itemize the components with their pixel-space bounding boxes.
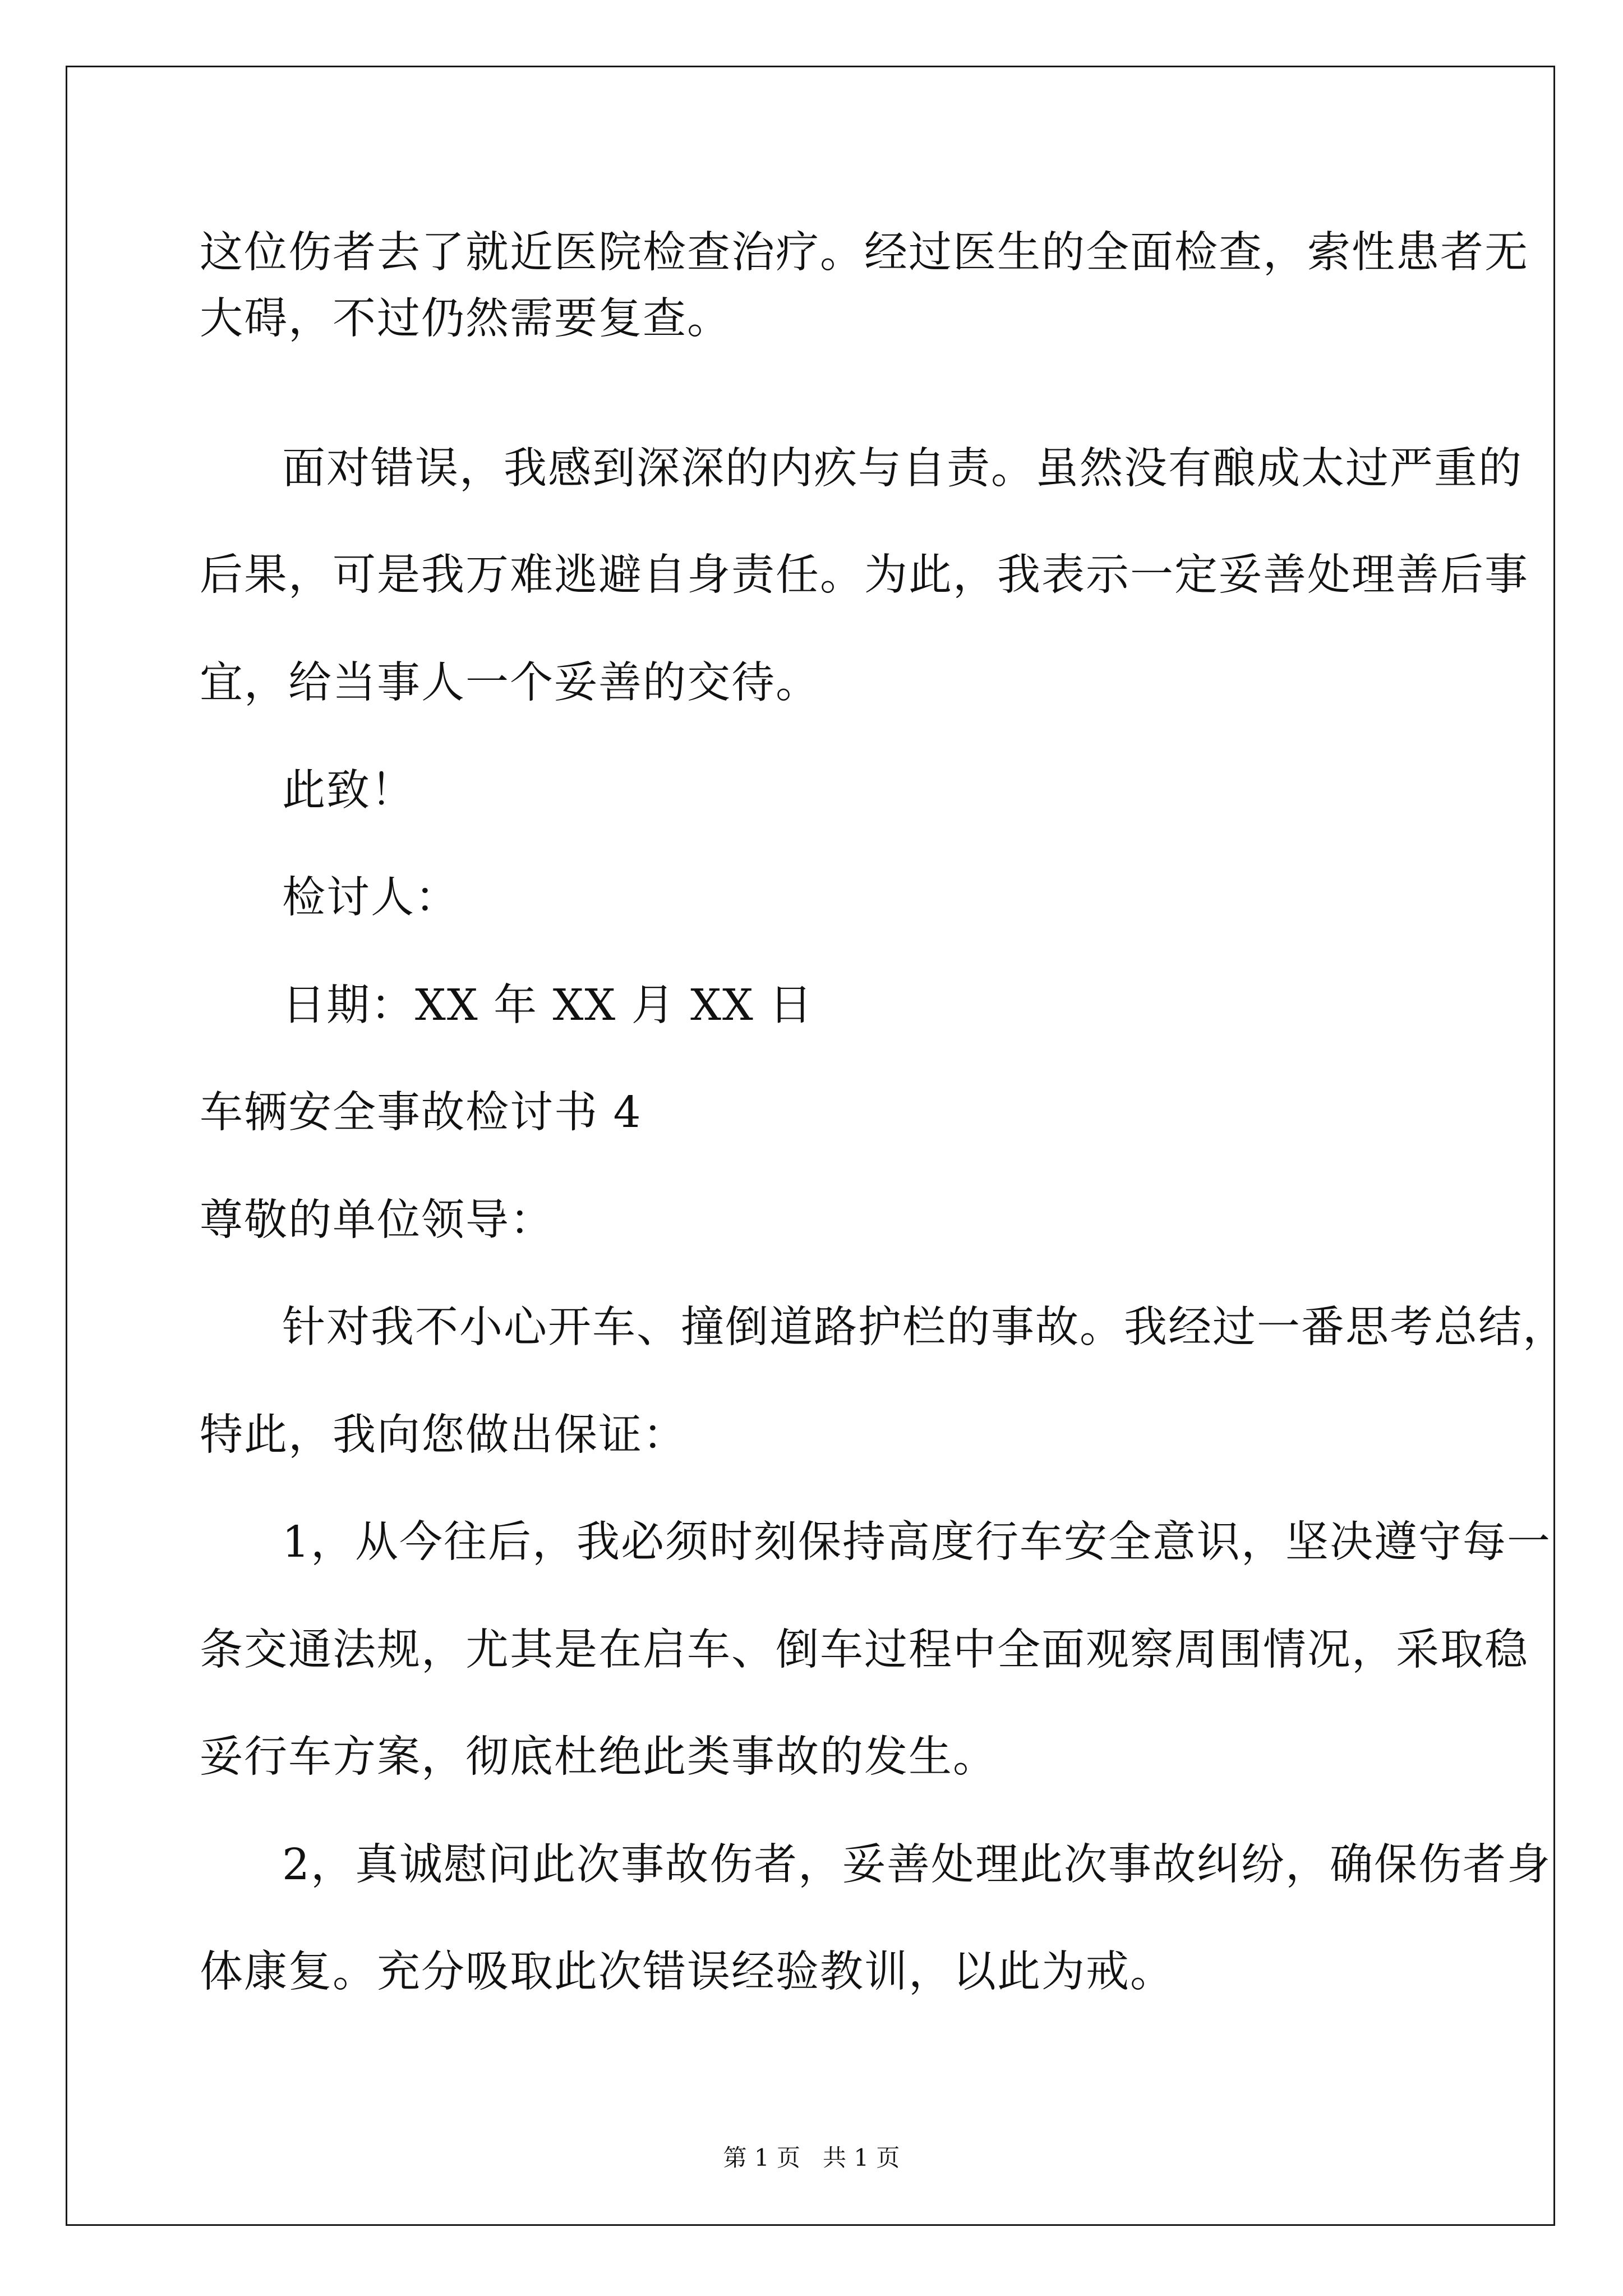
text-line: 面对错误，我感到深深的内疚与自责。虽然没有酿成太过严重的 (282, 444, 1523, 494)
section-title: 车辆安全事故检讨书 4 (200, 1088, 642, 1138)
salutation: 尊敬的单位领导： (200, 1195, 554, 1245)
text-line: 体康复。充分吸取此次错误经验教训，以此为戒。 (200, 1947, 1174, 1997)
page-footer (0, 2146, 1623, 2170)
text-line: 特此，我向您做出保证： (200, 1410, 687, 1460)
text-line: 条交通法规，尤其是在启车、倒车过程中全面观察周围情况，采取稳 (200, 1625, 1529, 1675)
date-line: 日期：XX 年 XX 月 XX 日 (282, 981, 814, 1030)
text-line: 妥行车方案，彻底杜绝此类事故的发生。 (200, 1732, 997, 1782)
text-line: 大碍，不过仍然需要复查。 (200, 294, 731, 344)
text-line: 针对我不小心开车、撞倒道路护栏的事故。我经过一番思考总结， (282, 1303, 1567, 1352)
page-total: 共 1 页 (823, 2144, 900, 2171)
signature-line: 检讨人： (282, 873, 459, 923)
text-line: 1，从今往后，我必须时刻保持高度行车安全意识，坚决遵守每一 (282, 1517, 1551, 1567)
text-line: 这位伤者去了就近医院检查治疗。经过医生的全面检查，索性患者无 (200, 228, 1529, 278)
text-line: 宜，给当事人一个妥善的交待。 (200, 658, 820, 708)
page-number: 第 1 页 (723, 2144, 800, 2171)
closing-salutation: 此致！ (282, 766, 415, 816)
text-line: 2，真诚慰问此次事故伤者，妥善处理此次事故纠纷，确保伤者身 (282, 1840, 1551, 1890)
text-line: 后果，可是我万难逃避自身责任。为此，我表示一定妥善处理善后事 (200, 550, 1529, 600)
